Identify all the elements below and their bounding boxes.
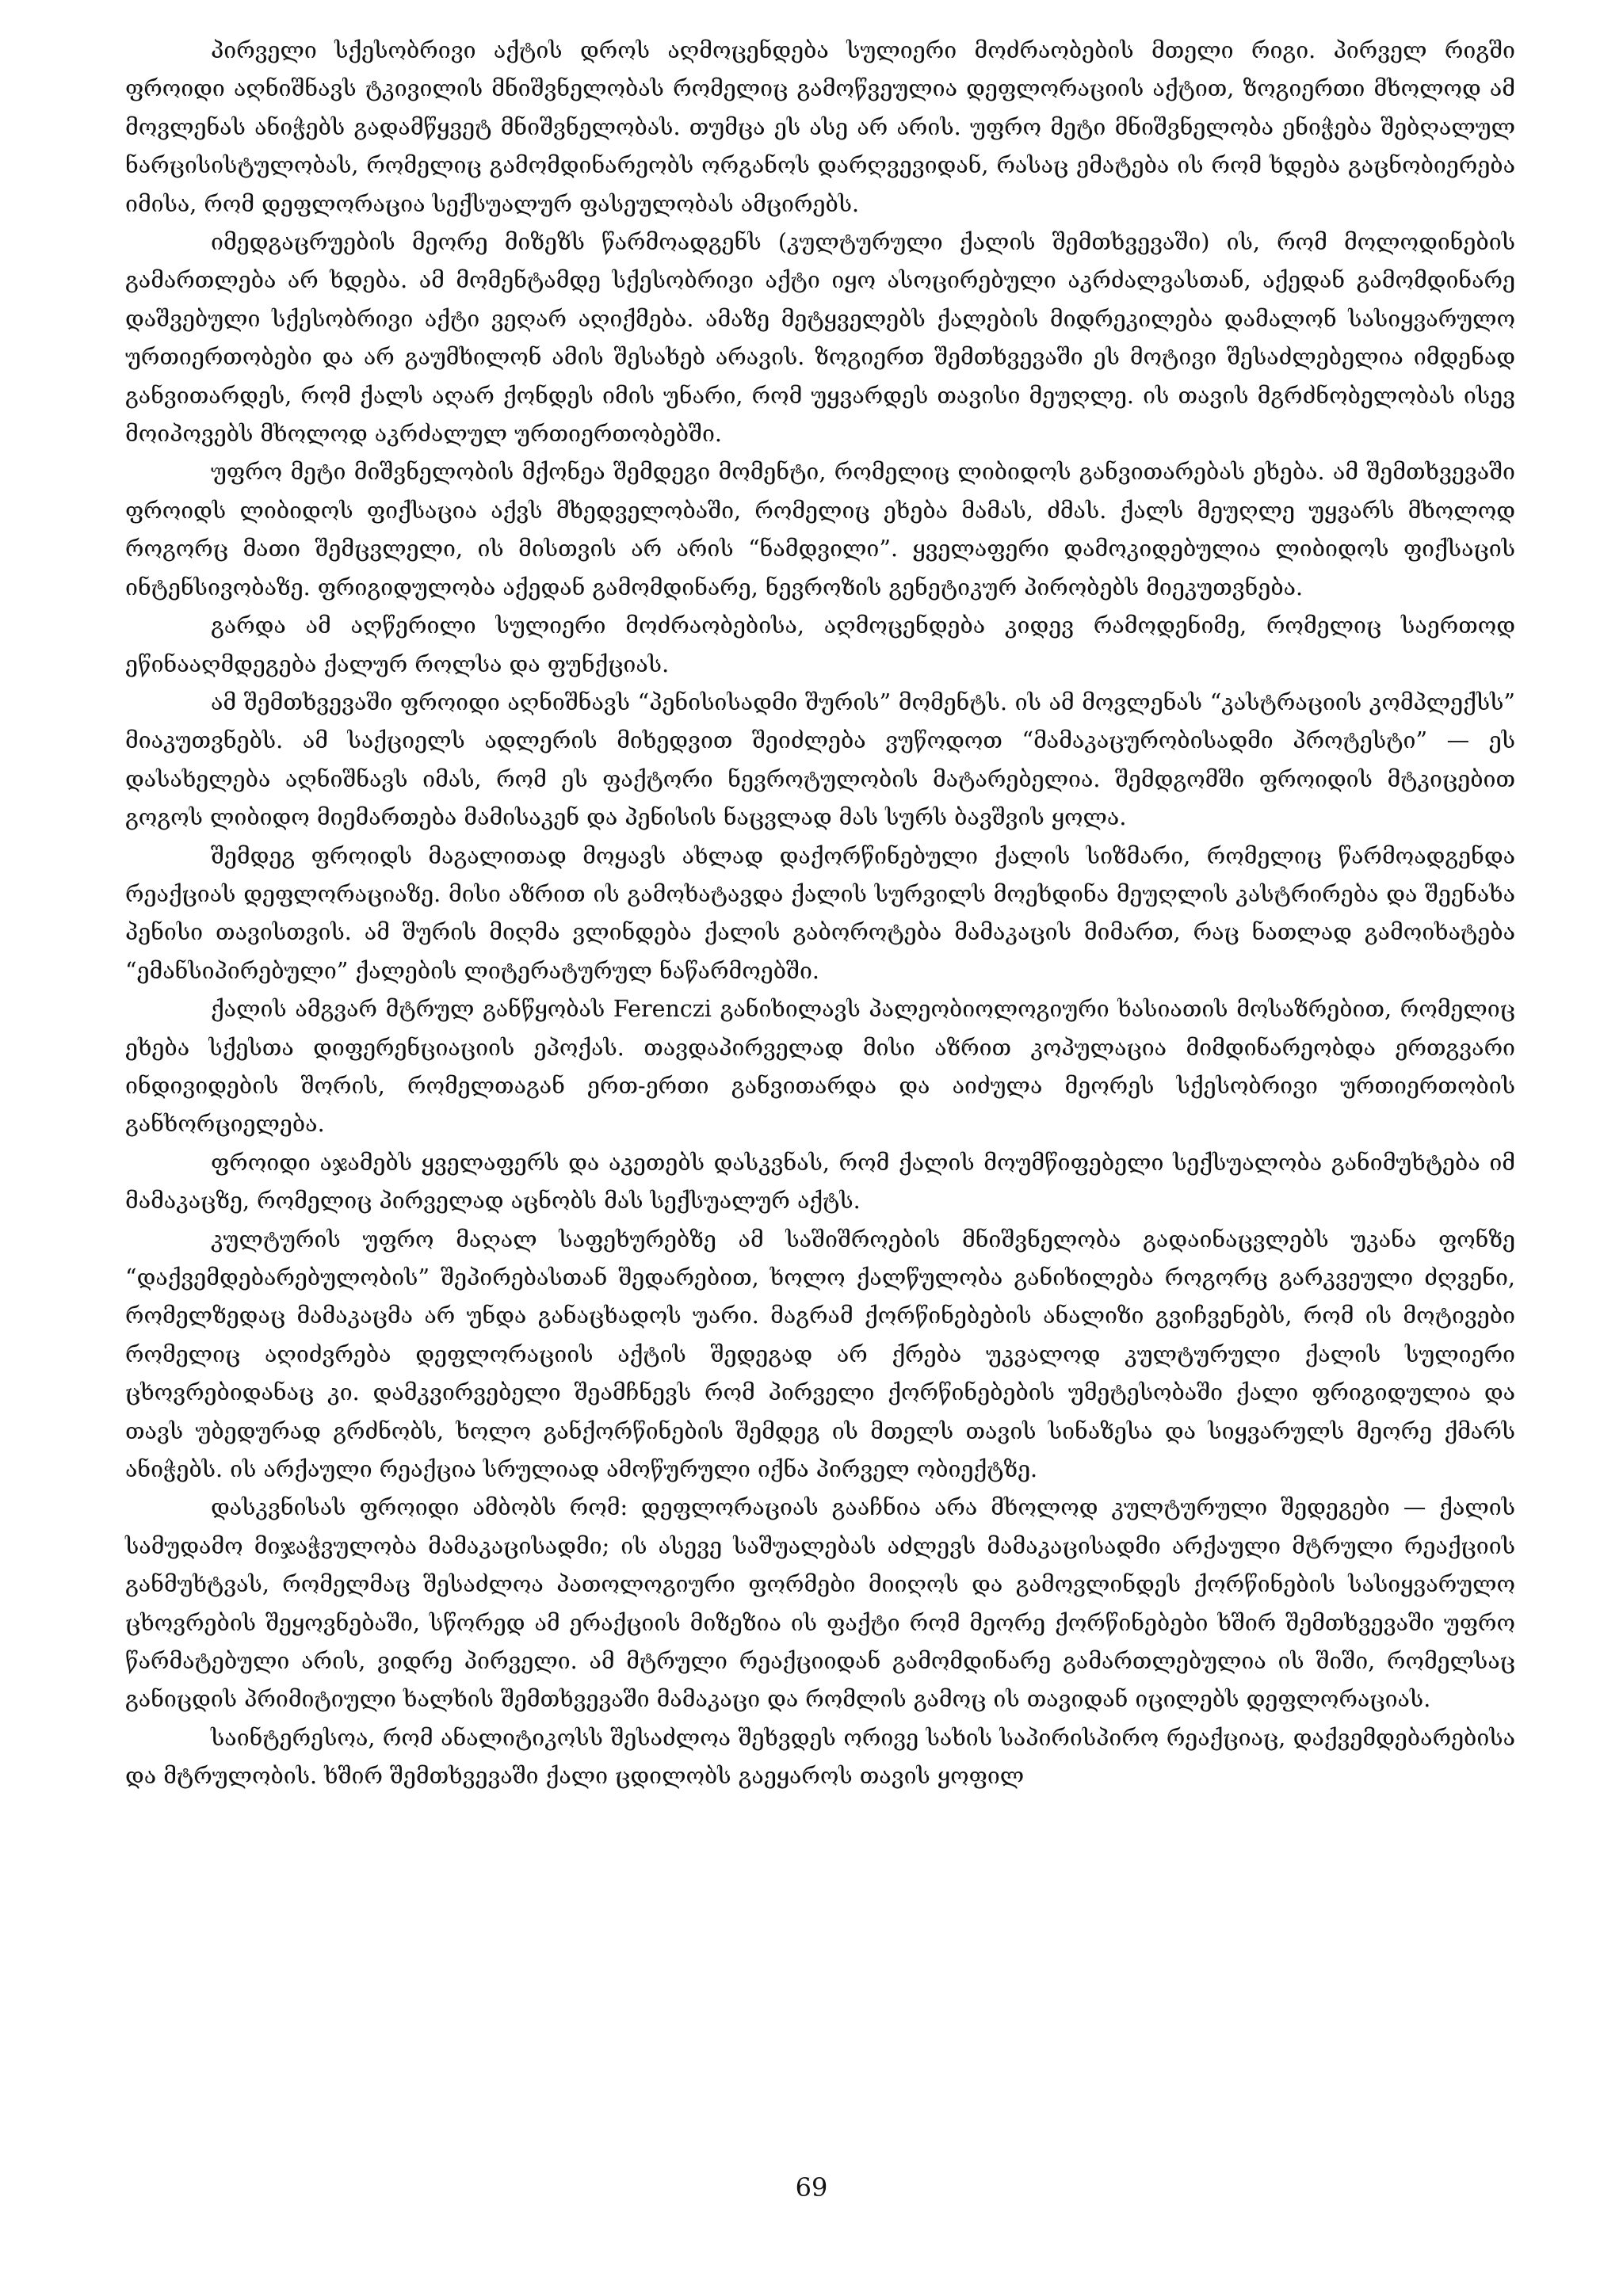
paragraph-2: იმედგაცრუების მეორე მიზეზს წარმოადგენს (კულტურული ქალის შემთხვევაში) ის, რომ მოლოდინების გამართლება არ ხდება. ამ მომენტამდე სქესობრივი აქტი იყო ასოცირებული აკრძალვასთან, აქედან გამომდინარე დაშვებული სქესობრივი აქტი ვეღარ აღიქმება. ამაზე მეტყველებს ქალების მიდრეკილება დამალონ სასიყვარულო ურთიერთობები და არ გაუმხილონ ამის შესახებ არავის. ზოგიერთ შემთხვევაში ეს მოტივი შესაძლებელია იმდენად განვითარდეს, რომ ქალს აღარ ქონდეს იმის უნარი, რომ უყვარდეს თავისი მეუღლე. ის თავის მგრძნობელობას ისევ მოიპოვებს მხოლოდ აკრძალულ ურთიერთობებში.: [125, 229, 1515, 448]
paragraph-7: ქალის ამგვარ მტრულ განწყობას Ferenczi განიხილავს პალეობიოლოგიური ხასიათის მოსაზრებით, რომელიც ეხება სქესთა დიფერენციაციის ეპოქას. თავდაპირველად მისი აზრით კოპულაცია მიმდინარეობდა ერთგვარი ინდივიდების შორის, რომელთაგან ერთ-ერთი განვითარდა და აიძულა მეორეს სქესობრივი ურთიერთობის განხორციელება.: [125, 996, 1515, 1138]
page-text: [125, 32, 1515, 2218]
paragraph-1: პირველი სქესობრივი აქტის დროს აღმოცენდება სულიერი მოძრაობების მთელი რიგი. პირველ რიგში ფროიდი აღნიშნავს ტკივილის მნიშვნელობას რომელიც გამოწვეულია დეფლორაციის აქტით, ზოგიერთი მხოლოდ ამ მოვლენას ანიჭებს გადამწყვეტ მნიშვნელობას. თუმცა ეს ასე არ არის. უფრო მეტი მნიშვნელობა ენიჭება შებღალულ ნარცისისტულობას, რომელიც გამომდინარეობს ორგანოს დარღვევიდან, რასაც ემატება ის რომ ხდება გაცნობიერება იმისა, რომ დეფლორაცია სექსუალურ ფასეულობას ამცირებს.: [125, 37, 1515, 217]
paragraph-3: უფრო მეტი მიშვნელობის მქონეა შემდეგი მომენტი, რომელიც ლიბიდოს განვითარებას ეხება. ამ შემთხვევაში ფროიდს ლიბიდოს ფიქსაცია აქვს მხედველობაში, რომელიც ეხება მამას, ძმას. ქალს მეუღლე უყვარს მხოლოდ როგორც მათი შემცვლელი, ის მისთვის არ არის “ნამდვილი”. ყველაფერი დამოკიდებულია ლიბიდოს ფიქსაცის ინტენსივობაზე. ფრიგიდულობა აქედან გამომდინარე, ნევროზის გენეტიკურ პირობებს მიეკუთვნება.: [125, 459, 1515, 601]
paragraph-9: კულტურის უფრო მაღალ საფეხურებზე ამ საშიშროების მნიშვნელობა გადაინაცვლებს უკანა ფონზე “დაქვემდებარებულობის” შეპირებასთან შედარებით, ხოლო ქალწულობა განიხილება როგორც გარკვეული ძღვენი, რომელზედაც მამაკაცმა არ უნდა განაცხადოს უარი. მაგრამ ქორწინებების ანალიზი გვიჩვენებს, რომ ის მოტივები რომელიც აღიძვრება დეფლორაციის აქტის შედეგად არ ქრება უკვალოდ კულტურული ქალის სულიერი ცხოვრებიდანაც კი. დამკვირვებელი შეამჩნევს რომ პირველი ქორწინებების უმეტესობაში ქალი ფრიგიდულია და თავს უბედურად გრძნობს, ხოლო განქორწინების შემდეგ ის მთელს თავის სინაზესა და სიყვარულს მეორე ქმარს ანიჭებს. ის არქაული რეაქცია სრულიად ამოწურული იქნა პირველ ობიექტზე.: [125, 1226, 1515, 1483]
paragraph-6: შემდეგ ფროიდს მაგალითად მოყავს ახლად დაქორწინებული ქალის სიზმარი, რომელიც წარმოადგენდა რეაქციას დეფლორაციაზე. მისი აზრით ის გამოხატავდა ქალის სურვილს მოეხდინა მეუღლის კასტრირება და შეენახა პენისი თავისთვის. ამ შურის მიღმა ვლინდება ქალის გაბოროტება მამაკაცის მიმართ, რაც ნათლად გამოიხატება “ემანსიპირებული” ქალების ლიტერატურულ ნაწარმოებში.: [125, 842, 1515, 984]
paragraph-4: გარდა ამ აღწერილი სულიერი მოძრაობებისა, აღმოცენდება კიდევ რამოდენიმე, რომელიც საერთოდ ეწინააღმდეგება ქალურ როლსა და ფუნქციას.: [125, 612, 1515, 677]
paragraph-8: ფროიდი აჯამებს ყველაფერს და აკეთებს დასკვნას, რომ ქალის მოუმწიფებელი სექსუალობა განიმუხტება იმ მამაკაცზე, რომელიც პირველად აცნობს მას სექსუალურ აქტს.: [125, 1149, 1515, 1215]
paragraph-11: საინტერესოა, რომ ანალიტიკოსს შესაძლოა შეხვდეს ორივე სახის საპირისპირო რეაქციაც, დაქვემდებარებისა და მტრულობის. ხშირ შემთხვევაში ქალი ცდილობს გაეყაროს თავის ყოფილ: [125, 1724, 1515, 1790]
page-number: 69: [795, 2172, 828, 2203]
paragraph-5: ამ შემთხვევაში ფროიდი აღნიშნავს “პენისისადმი შურის” მომენტს. ის ამ მოვლენას “კასტრაციის კომპლექსს” მიაკუთვნებს. ამ საქციელს ადლერის მიხედვით შეიძლება ვუწოდოთ “მამაკაცურობისადმი პროტესტი” — ეს დასახელება აღნიშნავს იმას, რომ ეს ფაქტორი ნევროტულობის მატარებელია. შემდგომში ფროიდის მტკიცებით გოგოს ლიბიდო მიემართება მამისაკენ და პენისის ნაცვლად მას სურს ბავშვის ყოლა.: [125, 688, 1515, 831]
paragraph-10: დასკვნისას ფროიდი ამბობს რომ: დეფლორაციას გააჩნია არა მხოლოდ კულტურული შედეგები — ქალის სამუდამო მიჯაჭვულობა მამაკაცისადმი; ის ასევე საშუალებას აძლევს მამაკაცისადმი არქაული მტრული რეაქციის განმუხტვას, რომელმაც შესაძლოა პათოლოგიური ფორმები მიიღოს და გამოვლინდეს ქორწინების სასიყვარულო ცხოვრების შეყოვნებაში, სწორედ ამ ერაქციის მიზეზია ის ფაქტი რომ მეორე ქორწინებები ხშირ შემთხვევაში უფრო წარმატებული არის, ვიდრე პირველი. ამ მტრული რეაქციიდან გამომდინარე გამართლებულია ის შიში, რომელსაც განიცდის პრიმიტიული ხალხის შემთხვევაში მამაკაცი და რომლის გამოც ის თავიდან იცილებს დეფლორაციას.: [125, 1494, 1515, 1713]
